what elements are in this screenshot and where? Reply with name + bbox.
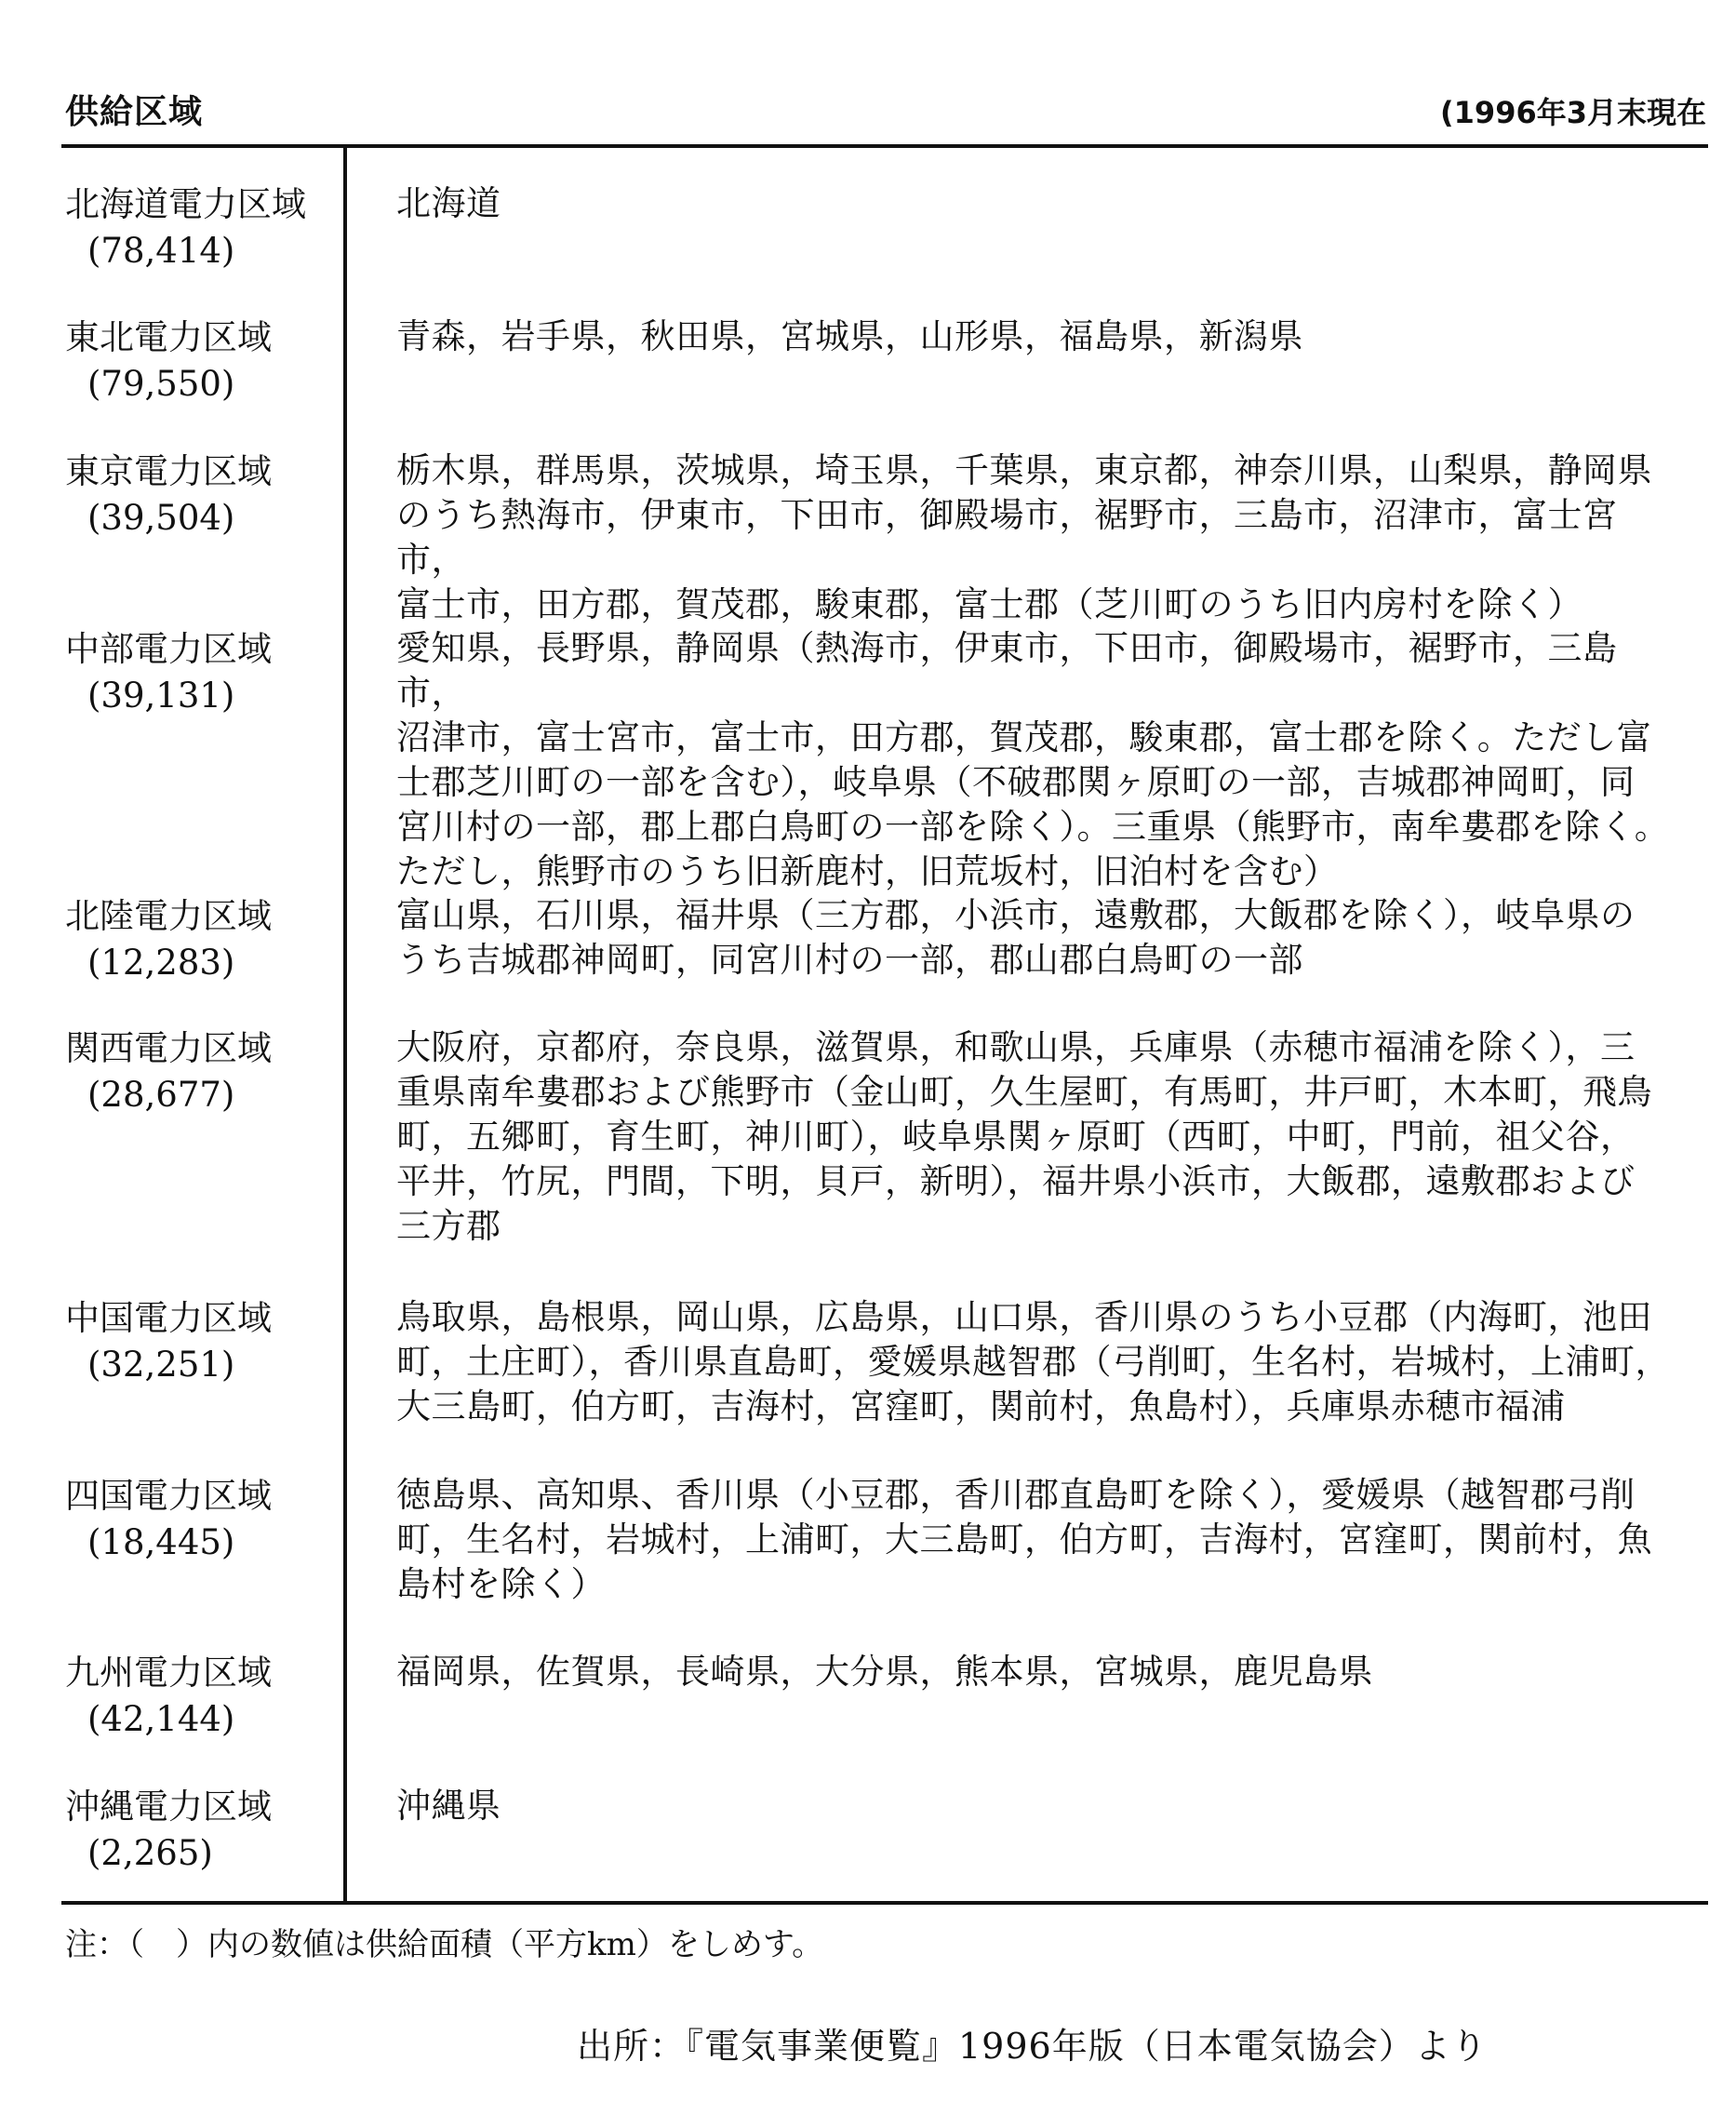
region-area: (2,265): [87, 1833, 213, 1873]
footnote: 注：（ ）内の数値は供給面積（平方km）をしめす。: [65, 1926, 824, 1963]
page-title: 供給区域: [65, 93, 204, 131]
region-name: 九州電力区域: [65, 1653, 272, 1693]
region-description: 鳥取県，島根県，岡山県，広島県，山口県，香川県のうち小豆郡（内海町，池田 町，土庄町），香川県直島町，愛媛県越智郡（弓削町，生名村，岩城村，上浦町， 大三島町，伯方町，吉海村，宮窪町，関前村，魚島村），兵庫県赤穂市福浦: [396, 1297, 1670, 1426]
region-area: (79,550): [87, 364, 235, 404]
region-area: (39,131): [87, 676, 235, 716]
region-name: 沖縄電力区域: [65, 1787, 272, 1827]
page-header: [65, 86, 1706, 141]
region-area: (42,144): [87, 1699, 235, 1739]
region-description: 徳島県、高知県、香川県（小豆郡，香川郡直島町を除く），愛媛県（越智郡弓削 町，生名村，岩城村，上浦町，大三島町，伯方町，吉海村，宮窪町，関前村，魚 島村を除く）: [396, 1475, 1652, 1604]
region-name: 中部電力区域: [65, 629, 272, 669]
region-description: 栃木県，群馬県，茨城県，埼玉県，千葉県，東京都，神奈川県，山梨県，静岡県 のうち熱海市，伊東市，下田市，御殿場市，裾野市，三島市，沼津市，富士宮市， 富士市，田方郡，賀茂郡，駿東郡，富士郡（芝川町のうち旧内房村を除く）: [396, 450, 1652, 624]
bottom-rule: [61, 1901, 1708, 1905]
region-name: 北陸電力区域: [65, 896, 272, 936]
region-description: 富山県，石川県，福井県（三方郡，小浜市，遠敷郡，大飯郡を除く），岐阜県の うち吉城郡神岡町，同宮川村の一部，郡山郡白鳥町の一部: [396, 895, 1636, 980]
column-divider: [343, 148, 347, 1901]
region-name: 四国電力区域: [65, 1476, 272, 1516]
region-description: 沖縄県: [396, 1786, 501, 1826]
region-area: (32,251): [87, 1345, 235, 1385]
source-citation: 出所：『電気事業便覧』1996年版（日本電気協会）より: [577, 2026, 1488, 2067]
region-name: 北海道電力区域: [65, 184, 306, 224]
region-area: (12,283): [87, 943, 235, 983]
region-description: 愛知県，長野県，静岡県（熱海市，伊東市，下田市，御殿場市，裾野市，三島市， 沼津市，富士宮市，富士市，田方郡，賀茂郡，駿東郡，富士郡を除く。ただし富 士郡芝川町の一部を含む），岐阜県（不破郡関ヶ原町の一部，吉城郡神岡町，同 宮川村の一部，郡上郡白鳥町の一部を除く）。三重県（熊野市，南牟婁郡を除く。 ただし，熊野市のうち旧新鹿村，旧荒坂村，旧泊村を含む）: [396, 628, 1670, 891]
region-area: (28,677): [87, 1075, 235, 1115]
region-area: (78,414): [87, 231, 235, 271]
as-of-date: (1996年3月末現在: [1440, 95, 1706, 130]
region-name: 東北電力区域: [65, 317, 272, 357]
region-description: 青森，岩手県，秋田県，宮城県，山形県，福島県，新潟県: [396, 316, 1303, 356]
region-area: (18,445): [87, 1522, 235, 1562]
region-name: 中国電力区域: [65, 1298, 272, 1338]
region-name: 東京電力区域: [65, 451, 272, 491]
region-name: 関西電力区域: [65, 1028, 272, 1068]
region-description: 大阪府，京都府，奈良県，滋賀県，和歌山県，兵庫県（赤穂市福浦を除く），三 重県南牟婁郡および熊野市（金山町，久生屋町，有馬町，井戸町，木本町，飛鳥 町，五郷町，育生町，神川町），岐阜県関ヶ原町（西町，中町，門前，祖父谷， 平井，竹尻，門間，下明，貝戸，新明），福井県小浜市，大飯郡，遠敷郡および 三方郡: [396, 1027, 1652, 1246]
top-rule: [61, 144, 1708, 148]
region-description: 北海道: [396, 183, 501, 223]
region-description: 福岡県，佐賀県，長崎県，大分県，熊本県，宮城県，鹿児島県: [396, 1652, 1373, 1692]
region-area: (39,504): [87, 498, 235, 538]
